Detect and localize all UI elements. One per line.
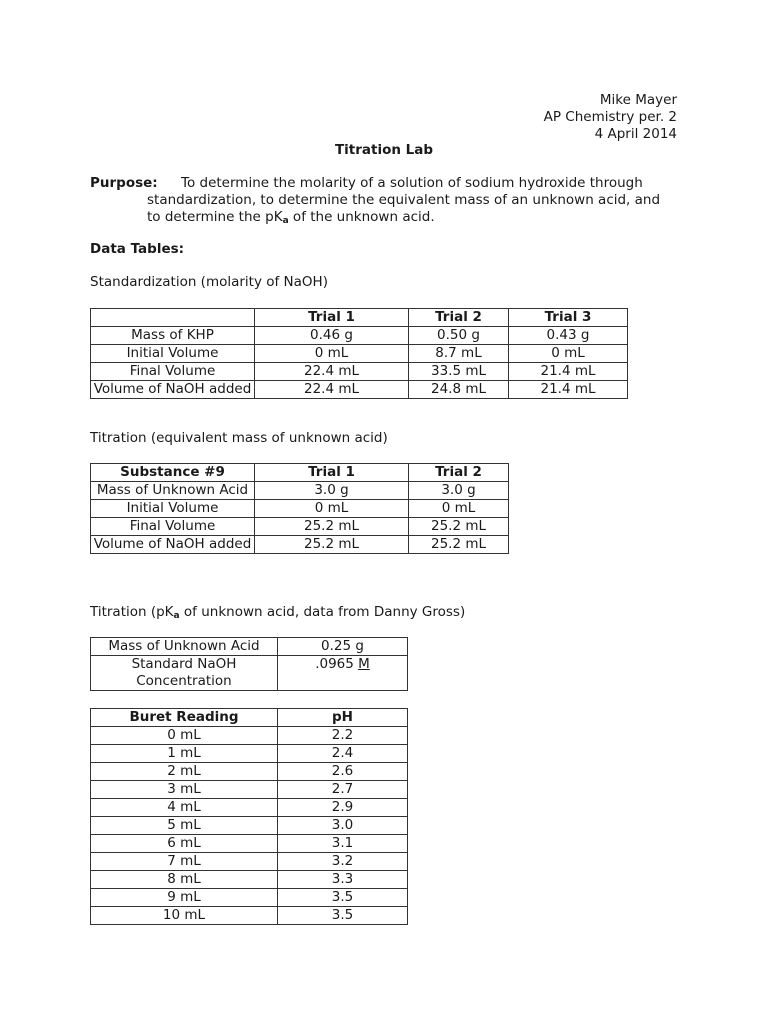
pka-caption-text: Titration (pK [90, 604, 174, 620]
table-row [91, 835, 408, 853]
standardization-caption: Standardization (molarity of NaOH) [90, 274, 328, 290]
table-row [91, 327, 628, 345]
buret-reading: 2 mL [91, 763, 278, 781]
table-cell: 25.2 mL [409, 536, 509, 554]
purpose-line-3-end: of the unknown acid. [288, 209, 435, 225]
standardization-table [90, 308, 628, 399]
course-name: AP Chemistry per. 2 [543, 109, 677, 125]
ph-value: 2.7 [278, 781, 408, 799]
column-header: Substance #9 [91, 464, 255, 482]
table-cell: 3.0 g [409, 482, 509, 500]
table-row [91, 907, 408, 925]
row-label: Final Volume [91, 518, 255, 536]
table-header-row [91, 709, 408, 727]
table-row [91, 381, 628, 399]
table-row [91, 500, 509, 518]
table-cell: 8.7 mL [409, 345, 509, 363]
table-cell: 25.2 mL [255, 536, 409, 554]
column-header: Trial 1 [255, 309, 409, 327]
cell-value: 0.25 g [321, 638, 364, 654]
row-label: Initial Volume [91, 500, 255, 518]
buret-reading: 1 mL [91, 745, 278, 763]
data-tables-heading: Data Tables: [90, 241, 185, 257]
table-cell [278, 656, 408, 691]
table-cell: 0.46 g [255, 327, 409, 345]
table-row [91, 638, 408, 656]
table-row [91, 727, 408, 745]
buret-readings-table [90, 708, 408, 925]
buret-reading: 9 mL [91, 889, 278, 907]
buret-reading: 8 mL [91, 871, 278, 889]
table-row [91, 363, 628, 381]
ph-value: 3.1 [278, 835, 408, 853]
table-cell: 24.8 mL [409, 381, 509, 399]
purpose-line-3-text: to determine the pK [147, 209, 283, 225]
table-row [91, 345, 628, 363]
buret-reading: 10 mL [91, 907, 278, 925]
row-label: Mass of KHP [91, 327, 255, 345]
table-cell: 0 mL [509, 345, 628, 363]
buret-reading: 3 mL [91, 781, 278, 799]
row-label: Final Volume [91, 363, 255, 381]
ph-value: 3.2 [278, 853, 408, 871]
titration-mass-table [90, 463, 509, 554]
table-row [91, 518, 509, 536]
table-cell: 0 mL [409, 500, 509, 518]
table-cell: 25.2 mL [255, 518, 409, 536]
column-header: Trial 2 [409, 309, 509, 327]
column-header: Trial 3 [509, 309, 628, 327]
report-date: 4 April 2014 [594, 126, 677, 142]
table-cell: 0 mL [255, 500, 409, 518]
pka-subscript: a [282, 216, 289, 226]
table-cell: 22.4 mL [255, 381, 409, 399]
titration-mass-caption: Titration (equivalent mass of unknown acid) [90, 430, 388, 446]
table-cell: 3.0 g [255, 482, 409, 500]
table-cell [278, 638, 408, 656]
buret-reading: 6 mL [91, 835, 278, 853]
row-label: Standard NaOH Concentration [91, 656, 278, 691]
purpose-line-1: To determine the molarity of a solution of sodium hydroxide through [181, 175, 643, 191]
titration-pka-caption [90, 604, 465, 621]
table-cell: 21.4 mL [509, 381, 628, 399]
pka-info-table [90, 637, 408, 691]
author-name: Mike Mayer [599, 92, 677, 108]
table-row [91, 536, 509, 554]
table-row [91, 781, 408, 799]
table-cell: 21.4 mL [509, 363, 628, 381]
table-row [91, 763, 408, 781]
column-header: pH [278, 709, 408, 727]
author-block [544, 92, 677, 143]
ph-value: 3.5 [278, 889, 408, 907]
ph-value: 3.3 [278, 871, 408, 889]
table-header-row [91, 309, 628, 327]
row-label: Mass of Unknown Acid [91, 482, 255, 500]
row-label: Volume of NaOH added [91, 536, 255, 554]
table-row [91, 745, 408, 763]
ph-value: 2.9 [278, 799, 408, 817]
buret-reading: 4 mL [91, 799, 278, 817]
column-header [91, 309, 255, 327]
ph-value: 3.0 [278, 817, 408, 835]
ph-value: 3.5 [278, 907, 408, 925]
table-row [91, 817, 408, 835]
table-cell: 0.50 g [409, 327, 509, 345]
purpose-line-3 [147, 209, 435, 230]
table-cell: 0 mL [255, 345, 409, 363]
pka-caption-end: of unknown acid, data from Danny Gross) [179, 604, 466, 620]
table-row [91, 656, 408, 691]
table-cell: 22.4 mL [255, 363, 409, 381]
row-label: Initial Volume [91, 345, 255, 363]
table-cell: 0.43 g [509, 327, 628, 345]
cell-value: .0965 [315, 656, 359, 672]
molarity-unit: M [358, 656, 370, 672]
buret-reading: 7 mL [91, 853, 278, 871]
ph-value: 2.6 [278, 763, 408, 781]
table-row [91, 482, 509, 500]
pka-caption-subscript: a [173, 611, 180, 621]
buret-reading: 0 mL [91, 727, 278, 745]
column-header: Trial 1 [255, 464, 409, 482]
table-row [91, 853, 408, 871]
table-row [91, 799, 408, 817]
table-cell: 25.2 mL [409, 518, 509, 536]
table-row [91, 871, 408, 889]
page-title: Titration Lab [334, 142, 434, 158]
ph-value: 2.2 [278, 727, 408, 745]
column-header: Buret Reading [91, 709, 278, 727]
purpose-line-2: standardization, to determine the equivalent mass of an unknown acid, and [147, 192, 661, 208]
row-label: Mass of Unknown Acid [91, 638, 278, 656]
table-row [91, 889, 408, 907]
table-cell: 33.5 mL [409, 363, 509, 381]
buret-reading: 5 mL [91, 817, 278, 835]
table-header-row [91, 464, 509, 482]
column-header: Trial 2 [409, 464, 509, 482]
purpose-label: Purpose: [90, 175, 158, 191]
purpose-section [90, 175, 158, 192]
ph-value: 2.4 [278, 745, 408, 763]
row-label: Volume of NaOH added [91, 381, 255, 399]
